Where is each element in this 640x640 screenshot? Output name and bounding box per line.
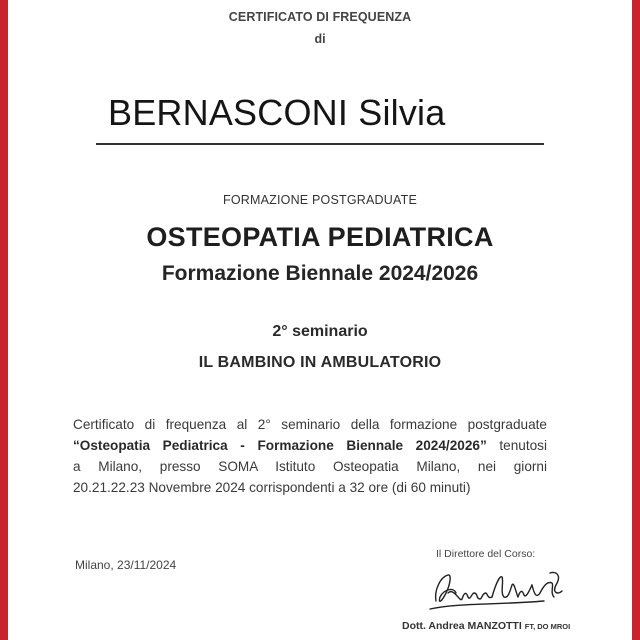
course-quote: “Osteopatia Pediatrica - Formazione Biennale 2024/2026” — [73, 438, 487, 453]
body-line-1: Certificato di frequenza al 2° seminario della formazione postgraduate — [73, 417, 547, 432]
handwritten-signature — [426, 563, 576, 615]
signatory — [402, 620, 570, 632]
signatory-titles: FT, DO MROI — [524, 622, 571, 631]
certificate-title: CERTIFICATO DI FREQUENZA — [228, 10, 412, 24]
right-red-border — [632, 0, 640, 640]
recipient-name: BERNASCONI Silvia — [108, 92, 446, 133]
seminar-number: 2° seminario — [272, 323, 368, 340]
certificate-body — [73, 414, 547, 498]
body-line-2 — [73, 435, 547, 456]
body-line-2-rest: tenutosi — [486, 438, 547, 453]
name-underline — [96, 143, 544, 145]
course-title: OSTEOPATIA PEDIATRICA — [146, 222, 494, 252]
director-label: Il Direttore del Corso: — [436, 548, 536, 560]
left-red-border — [0, 0, 8, 640]
body-line-3: a Milano, presso SOMA Istituto Osteopatia Milano, nei giorni — [73, 459, 547, 474]
signatory-name: Dott. Andrea MANZOTTI — [402, 620, 522, 632]
place-date: Milano, 23/11/2024 — [75, 558, 177, 572]
seminar-name: IL BAMBINO IN AMBULATORIO — [198, 354, 442, 371]
certificate-preposition: di — [314, 32, 326, 46]
formation-type: FORMAZIONE POSTGRADUATE — [223, 193, 417, 207]
course-subtitle: Formazione Biennale 2024/2026 — [161, 262, 479, 285]
body-line-4: 20.21.22.23 Novembre 2024 corrispondenti a 32 ore (di 60 minuti) — [73, 480, 471, 495]
